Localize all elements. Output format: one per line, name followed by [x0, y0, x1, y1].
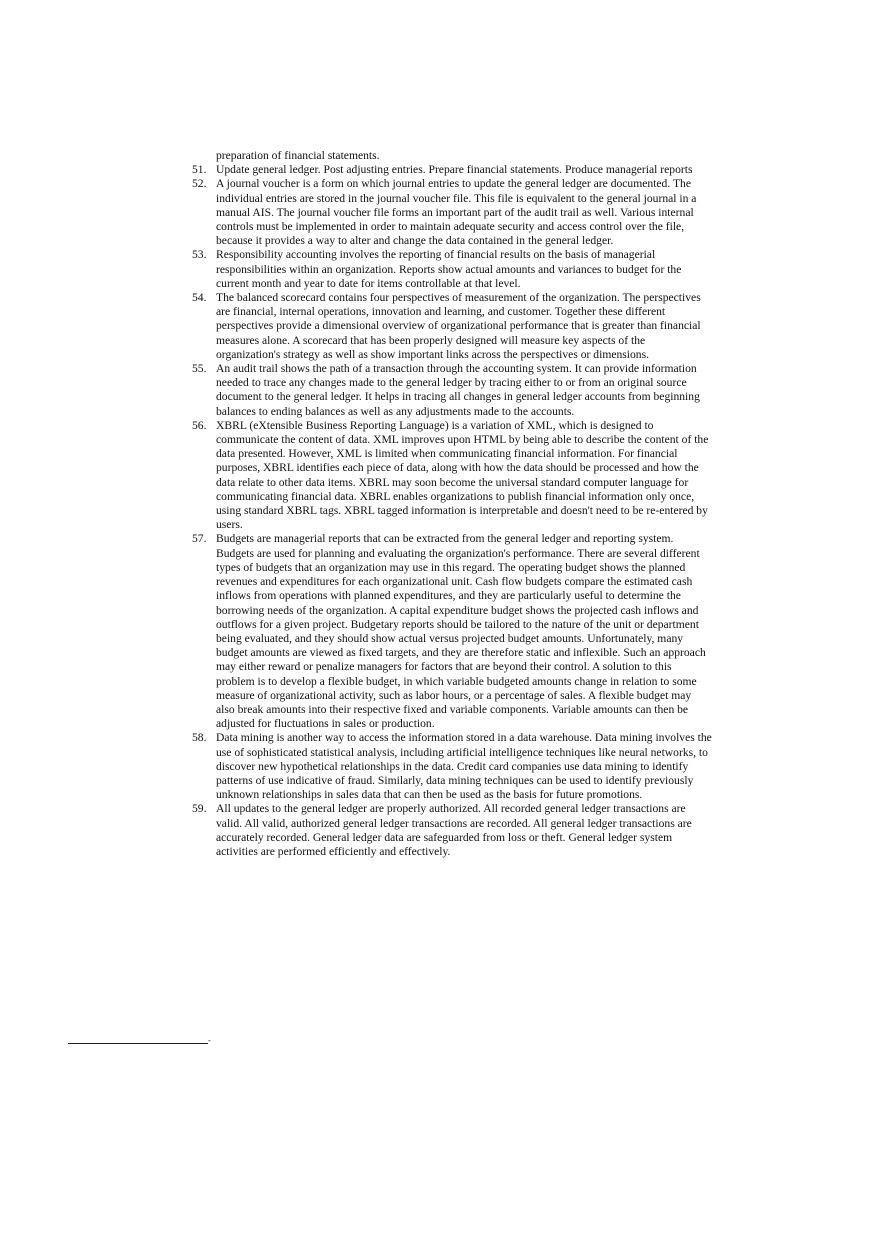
- item-number: 53.: [192, 248, 207, 262]
- item-text: Data mining is another way to access the information stored in a data warehouse. Data mining involves the use of sophisticated statistical analysis, including artificial intelligence techniques like neural networks, to discover new hypothetical relationships in the data. Credit card companies use data mining to identify patterns of use indicative of fraud. Similarly, data mining techniques can be used to identify previously unknown relationships in sales data that can then be used as the basis for future promotions.: [216, 731, 712, 802]
- item-text: An audit trail shows the path of a transaction through the accounting system. It can provide information needed to trace any changes made to the general ledger by tracing either to or from an original source document to the general ledger. It helps in tracing all changes in general ledger accounts from beginning balances to ending balances as well as any adjustments made to the accounts.: [216, 362, 700, 418]
- item-number: 59.: [192, 802, 207, 816]
- list-item: [192, 419, 712, 533]
- item-text: Budgets are managerial reports that can be extracted from the general ledger and reporting system. Budgets are used for planning and evaluating the organization's performance. There are several different types of budgets that an organization may use in this regard. The operating budget shows the planned revenues and expenditures for each organizational unit. Cash flow budgets compare the estimated cash inflows from operations with planned expenditures, and they are particularly useful to determine the borrowing needs of the organization. A capital expenditure budget shows the projected cash inflows and outflows for a given project. Budgetary reports should be tailored to the nature of the unit or department being evaluated, and they should show actual versus projected budget amounts. Unfortunately, many budget amounts are viewed as fixed targets, and they are therefore static and inflexible. Such an approach may either reward or penalize managers for factors that are beyond their control. A solution to this problem is to develop a flexible budget, in which variable budgeted amounts change in relation to some measure of organizational activity, such as labor hours, or a percentage of sales. A flexible budget may also break amounts into their respective fixed and variable components. Variable amounts can then be adjusted for fluctuations in sales or production.: [216, 532, 706, 731]
- item-text: A journal voucher is a form on which journal entries to update the general ledger are documented. The individual entries are stored in the journal voucher file. This file is equivalent to the general journal in a manual AIS. The journal voucher file forms an important part of the audit trail as well. Various internal controls must be implemented in order to maintain adequate security and access control over the file, because it provides a way to alter and change the data contained in the general ledger.: [216, 177, 697, 248]
- list-item: [192, 248, 712, 291]
- item-text: Responsibility accounting involves the reporting of financial results on the basis of managerial responsibilities within an organization. Reports show actual amounts and variances to budget for the current month and year to date for items controllable at that level.: [216, 248, 682, 290]
- item-number: 57.: [192, 532, 207, 546]
- item-text: The balanced scorecard contains four perspectives of measurement of the organization. The perspectives are financial, internal operations, innovation and learning, and customer. Together these different perspectives provide a dimensional overview of organizational performance that is greater than financial measures alone. A scorecard that has been properly designed will measure key aspects of the organization's strategy as well as show important links across the perspectives or dimensions.: [216, 291, 701, 361]
- continuation-text: preparation of financial statements.: [216, 149, 380, 162]
- list-item: [192, 291, 712, 362]
- footnote-separator: [68, 1043, 208, 1044]
- answer-list: [192, 149, 712, 859]
- item-text: XBRL (eXtensible Business Reporting Language) is a variation of XML, which is designed to communicate the content of data. XML improves upon HTML by being able to describe the content of the data presented. However, XML is limited when communicating financial information. For financial purposes, XBRL identifies each piece of data, along with how the data should be processed and how the data relate to other data items. XBRL may soon become the universal standard computer language for communicating financial data. XBRL enables organizations to publish financial information only once, using standard XBRL tags. XBRL tagged information is interpretable and doesn't need to be re-entered by users.: [216, 418, 709, 532]
- item-number: 58.: [192, 731, 207, 745]
- item-number: 52.: [192, 177, 207, 191]
- list-item: [192, 731, 712, 802]
- item-text: Update general ledger. Post adjusting entries. Prepare financial statements. Produce managerial reports: [216, 163, 693, 177]
- item-number: 55.: [192, 362, 207, 376]
- footnote-mark: -: [208, 1036, 211, 1045]
- list-item: [192, 532, 712, 731]
- list-item: [192, 177, 712, 248]
- item-number: 54.: [192, 291, 207, 305]
- item-number: 51.: [192, 163, 207, 177]
- list-item: [192, 362, 712, 419]
- list-item: [192, 802, 712, 859]
- item-text: All updates to the general ledger are properly authorized. All recorded general ledger transactions are valid. All valid, authorized general ledger transactions are recorded. All general ledger transactions are accurately recorded. General ledger data are safeguarded from loss or theft. General ledger system activities are performed efficiently and effectively.: [216, 802, 692, 858]
- item-number: 56.: [192, 418, 207, 432]
- list-item: [192, 163, 712, 177]
